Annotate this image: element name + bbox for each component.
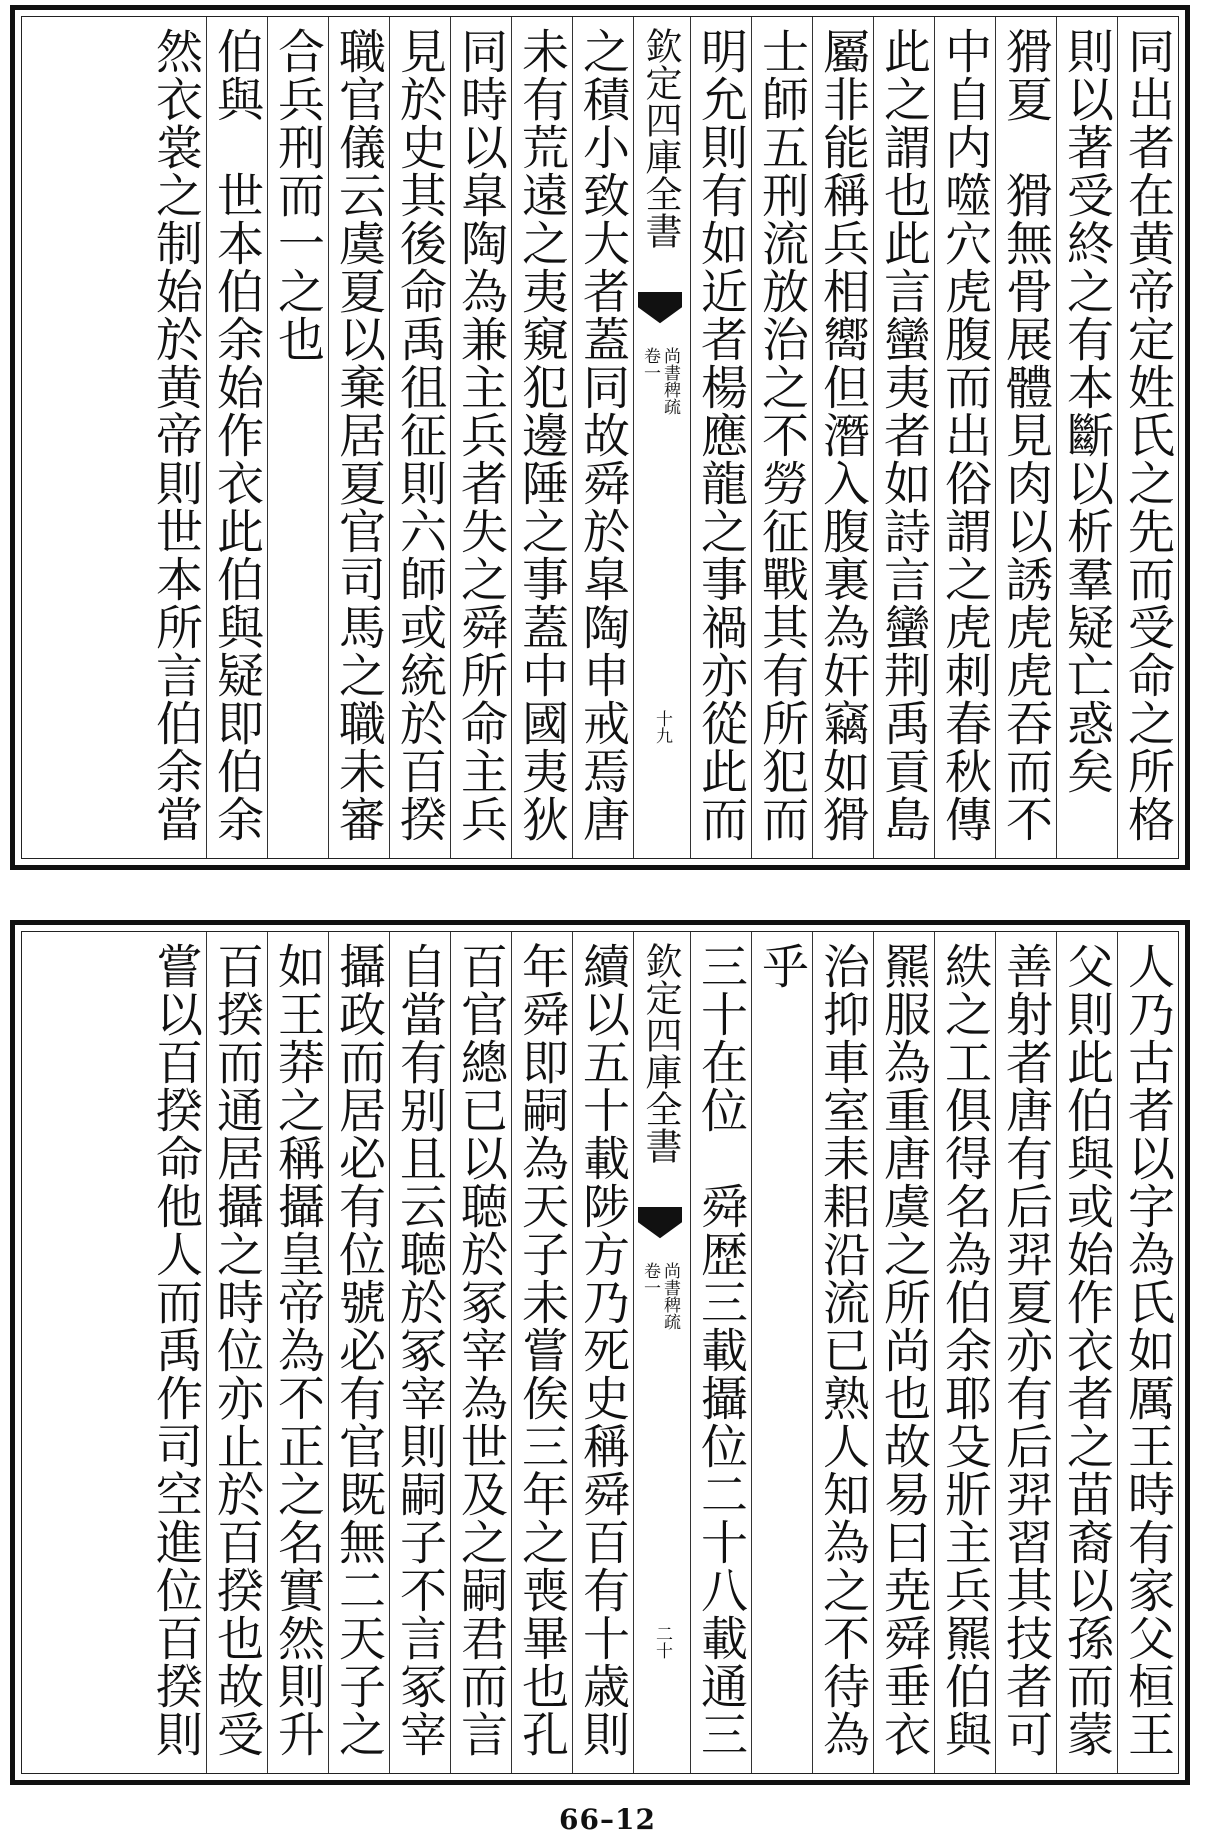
text-column: 則以著受終之有本斷以析羣疑亡惑矣: [1056, 17, 1117, 858]
folio-number: 二十: [652, 1625, 672, 1659]
text-column: 嘗以百揆命他人而禹作司空進位百揆則: [148, 942, 203, 1758]
text-column: 續以五十載陟方乃死史稱舜百有十歳則: [572, 932, 633, 1773]
fishtail-mark-icon: [638, 292, 682, 336]
page-code: 66–12: [559, 1803, 656, 1836]
bottom-page: [10, 920, 1190, 1785]
text-column: 士師五刑流放治之不勞征戰其有所犯而: [751, 17, 812, 858]
text-column: 明允則有如近者楊應龍之事禍亦從此而: [690, 17, 751, 858]
book-title: 尚書稗疏: [660, 347, 680, 415]
text-column: 屬非能稱兵相嚮但潛入腹裏為奸竊如猾: [812, 17, 873, 858]
text-column: 同時以皐陶為兼主兵者失之舜所命主兵: [450, 17, 511, 858]
text-column: 如王莽之稱攝皇帝為不正之名實然則升: [267, 932, 328, 1773]
text-column: 紩之工俱得名為伯余耶殳斨主兵羆伯與: [934, 932, 995, 1773]
book-title-block: [638, 347, 682, 429]
text-column: 中自内噬穴虎腹而出俗謂之虎刺春秋傳: [934, 17, 995, 858]
text-column: 職官儀云虞夏以棄居夏官司馬之職未審: [328, 17, 389, 858]
folio-number: 十九: [652, 710, 672, 744]
bottom-text-columns: [22, 932, 1178, 1773]
text-column: 人乃古者以字為氏如厲王時有家父桓王: [1117, 932, 1178, 1773]
text-column: 治抑車室耒耜沿流已熟人知為之不待為: [812, 932, 873, 1773]
text-column: 此之謂也此言蠻夷者如詩言蠻荆禹貢島: [873, 17, 934, 858]
text-column: 羆服為重唐虞之所尚也故易曰尭舜垂衣: [873, 932, 934, 1773]
text-column: 年舜即嗣為天子未嘗俟三年之喪畢也孔: [511, 932, 572, 1773]
book-title: 尚書稗疏: [660, 1262, 680, 1330]
fishtail-mark-icon: [638, 1207, 682, 1251]
bottom-page-frame: [21, 931, 1179, 1774]
text-column: 猾夏 猾無骨展體見肉以誘虎虎吞而不: [995, 17, 1056, 858]
text-column: 之積小致大者蓋同故舜於皐陶申戒焉唐: [572, 17, 633, 858]
text-column: 同出者在黄帝定姓氏之先而受命之所格: [1117, 17, 1178, 858]
text-column: 百官總已以聴於冢宰為世及之嗣君而言: [450, 932, 511, 1773]
collection-title: 欽定四庫全書: [639, 27, 682, 249]
top-text-columns: [22, 17, 1178, 858]
text-column: 合兵刑而一之也: [267, 17, 328, 858]
text-column: 乎: [751, 932, 812, 1773]
text-column: 善射者唐有后羿夏亦有后羿習其技者可: [995, 932, 1056, 1773]
text-column: 見於史其後命禹徂征則六師或統於百揆: [389, 17, 450, 858]
text-column: 未有荒遠之夷窺犯邊陲之事蓋中國夷狄: [511, 17, 572, 858]
center-fold: [633, 932, 690, 1773]
text-column: 伯與 世本伯余始作衣此伯與疑即伯余: [206, 17, 267, 858]
text-column: 然衣裳之制始於黄帝則世本所言伯余當: [148, 27, 203, 843]
collection-title: 欽定四庫全書: [639, 942, 682, 1164]
volume-label: 卷一: [640, 347, 660, 381]
top-page: [10, 5, 1190, 870]
center-fold: [633, 17, 690, 858]
text-column: 父則此伯與或始作衣者之苗裔以孫而蒙: [1056, 932, 1117, 1773]
text-column: 自當有别且云聴於冢宰則嗣子不言冢宰: [389, 932, 450, 1773]
text-column: 百揆而通居攝之時位亦止於百揆也故受: [206, 932, 267, 1773]
top-page-frame: [21, 16, 1179, 859]
text-column: 三十在位 舜歴三載攝位二十八載通三: [690, 932, 751, 1773]
volume-label: 卷一: [640, 1262, 660, 1296]
text-column: 攝政而居必有位號必有官既無二天子之: [328, 932, 389, 1773]
book-title-block: [638, 1262, 682, 1344]
